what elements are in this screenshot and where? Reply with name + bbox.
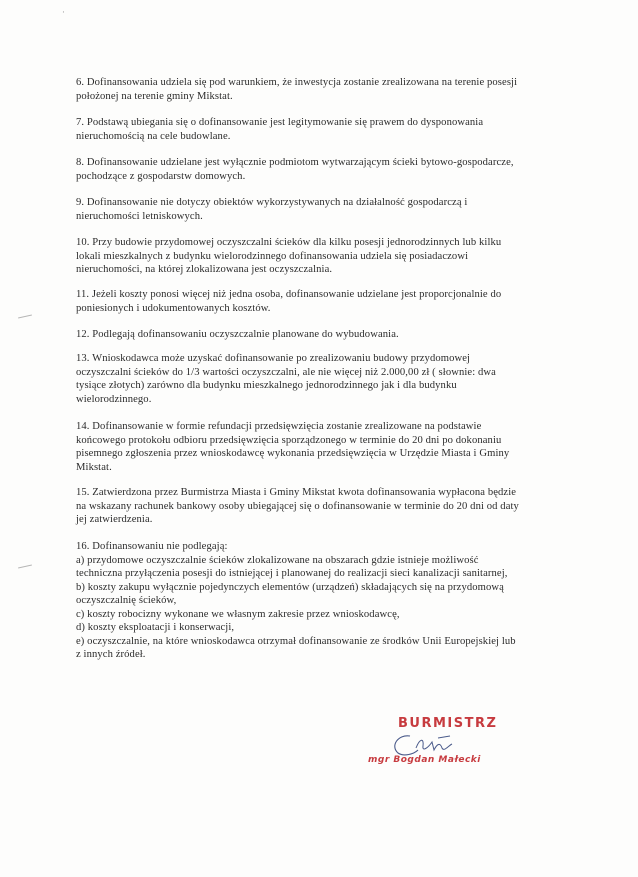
paragraph-line: 6. Dofinansowania udziela się pod warunkiem, że inwestycja zostanie zrealizowana na terenie posesji bbox=[76, 77, 518, 88]
paragraph-p8 bbox=[76, 156, 576, 183]
paragraph-line: pochodzące z gospodarstw domowych. bbox=[76, 170, 246, 182]
paragraph-line: 15. Zatwierdzona przez Burmistrza Miasta i Gminy Mikstat kwota dofinansowania wypłacona będzie bbox=[76, 487, 517, 498]
paragraph-line: nieruchomością na cele budowlane. bbox=[76, 130, 231, 142]
paragraph-line: z innych źródeł. bbox=[76, 649, 146, 660]
paragraph-line: 11. Jeżeli koszty ponosi więcej niż jedna osoba, dofinansowanie udzielane jest proporcjonalnie do bbox=[76, 289, 502, 300]
paragraph-p12 bbox=[76, 328, 576, 342]
paragraph-line: oczyszczalnię ścieków, bbox=[76, 595, 177, 606]
stamp-title: BURMISTRZ bbox=[398, 716, 498, 731]
paragraph-line: położonej na terenie gminy Mikstat. bbox=[76, 90, 233, 102]
punch-mark-icon bbox=[18, 315, 32, 319]
paragraph-line: c) koszty robocizny wykonane we własnym zakresie przez wnioskodawcę, bbox=[76, 608, 400, 620]
paragraph-p16 bbox=[76, 540, 576, 662]
paragraph-p15 bbox=[76, 486, 576, 527]
paragraph-line: d) koszty eksploatacji i konserwacji, bbox=[76, 622, 235, 633]
paragraph-p14 bbox=[76, 420, 576, 474]
paragraph-line: 7. Podstawą ubiegania się o dofinansowanie jest legitymowanie się prawem do dysponowania bbox=[76, 117, 484, 128]
paragraph-p7 bbox=[76, 116, 576, 143]
paragraph-line: poniesionych i udokumentowanych kosztów. bbox=[76, 302, 271, 314]
paragraph-line: a) przydomowe oczyszczalnie ścieków zlokalizowane na obszarach gdzie istnieje możliwość bbox=[76, 554, 479, 566]
paragraph-line: 12. Podlegają dofinansowaniu oczyszczalnie planowane do wybudowania. bbox=[76, 329, 399, 340]
paragraph-line: e) oczyszczalnie, na które wnioskodawca otrzymał dofinansowanie ze środków Unii Europejskiej lub bbox=[76, 635, 516, 647]
paragraph-line: b) koszty zakupu wyłącznie pojedynczych elementów (urządzeń) składających się na przydomową bbox=[76, 581, 504, 593]
paragraph-line: Mikstat. bbox=[76, 461, 112, 473]
paragraph-p13 bbox=[76, 352, 576, 406]
paragraph-line: lokali mieszkalnych z budynku wielorodzinnego dofinansowania udziela się posiadaczowi bbox=[76, 250, 469, 262]
paragraph-line: na wskazany rachunek bankowy osoby ubiegającej się o dofinansowanie w terminie do 20 dni od daty bbox=[76, 500, 519, 512]
paragraph-line: nieruchomości letniskowych. bbox=[76, 210, 203, 222]
paragraph-p11 bbox=[76, 288, 576, 315]
paragraph-p10 bbox=[76, 236, 576, 277]
paragraph-line: jej zatwierdzenia. bbox=[76, 514, 153, 525]
paragraph-line: pisemnego zgłoszenia przez wnioskodawcę wykonania przedsięwzięcia w Urzędzie Miasta i Gminy bbox=[76, 448, 510, 459]
paragraph-line: końcowego protokołu odbioru przedsięwzięcia sporządzonego w terminie do 20 dni po dokonaniu bbox=[76, 434, 502, 446]
paragraph-line: oczyszczalni ścieków do 1/3 wartości oczyszczalni, ale nie więcej niż 2.000,00 zł ( słownie: dwa bbox=[76, 366, 496, 378]
paragraph-line: 16. Dofinansowaniu nie podlegają: bbox=[76, 541, 228, 552]
paragraph-line: wielorodzinnego. bbox=[76, 393, 152, 405]
paragraph-line: 13. Wnioskodawca może uzyskać dofinansowanie po zrealizowaniu budowy przydomowej bbox=[76, 353, 471, 364]
paragraph-line: 8. Dofinansowanie udzielane jest wyłącznie podmiotom wytwarzającym ścieki bytowo-gospodarcze, bbox=[76, 157, 514, 168]
punch-mark-icon bbox=[18, 565, 32, 569]
scan-mark: · bbox=[62, 8, 65, 18]
mayor-stamp bbox=[360, 708, 530, 778]
stamp-name: mgr Bogdan Małecki bbox=[368, 755, 481, 765]
paragraph-p9 bbox=[76, 196, 576, 223]
paragraph-p6 bbox=[76, 76, 576, 103]
paragraph-line: techniczna przyłączenia posesji do istniejącej i planowanej do realizacji sieci kanalizacji sanitarnej, bbox=[76, 568, 508, 579]
paragraph-line: 9. Dofinansowanie nie dotyczy obiektów wykorzystywanych na działalność gospodarczą i bbox=[76, 197, 468, 208]
paragraph-line: 10. Przy budowie przydomowej oczyszczalni ścieków dla kilku posesji jednorodzinnych lub kilku bbox=[76, 237, 502, 248]
paragraph-line: 14. Dofinansowanie w formie refundacji przedsięwzięcia zostanie zrealizowane na podstawie bbox=[76, 421, 482, 432]
paragraph-line: nieruchomości, na której zlokalizowana jest oczyszczalnia. bbox=[76, 264, 333, 275]
paragraph-line: tysiące złotych) zarówno dla budynku mieszkalnego jednorodzinnego jak i dla budynku bbox=[76, 380, 457, 391]
